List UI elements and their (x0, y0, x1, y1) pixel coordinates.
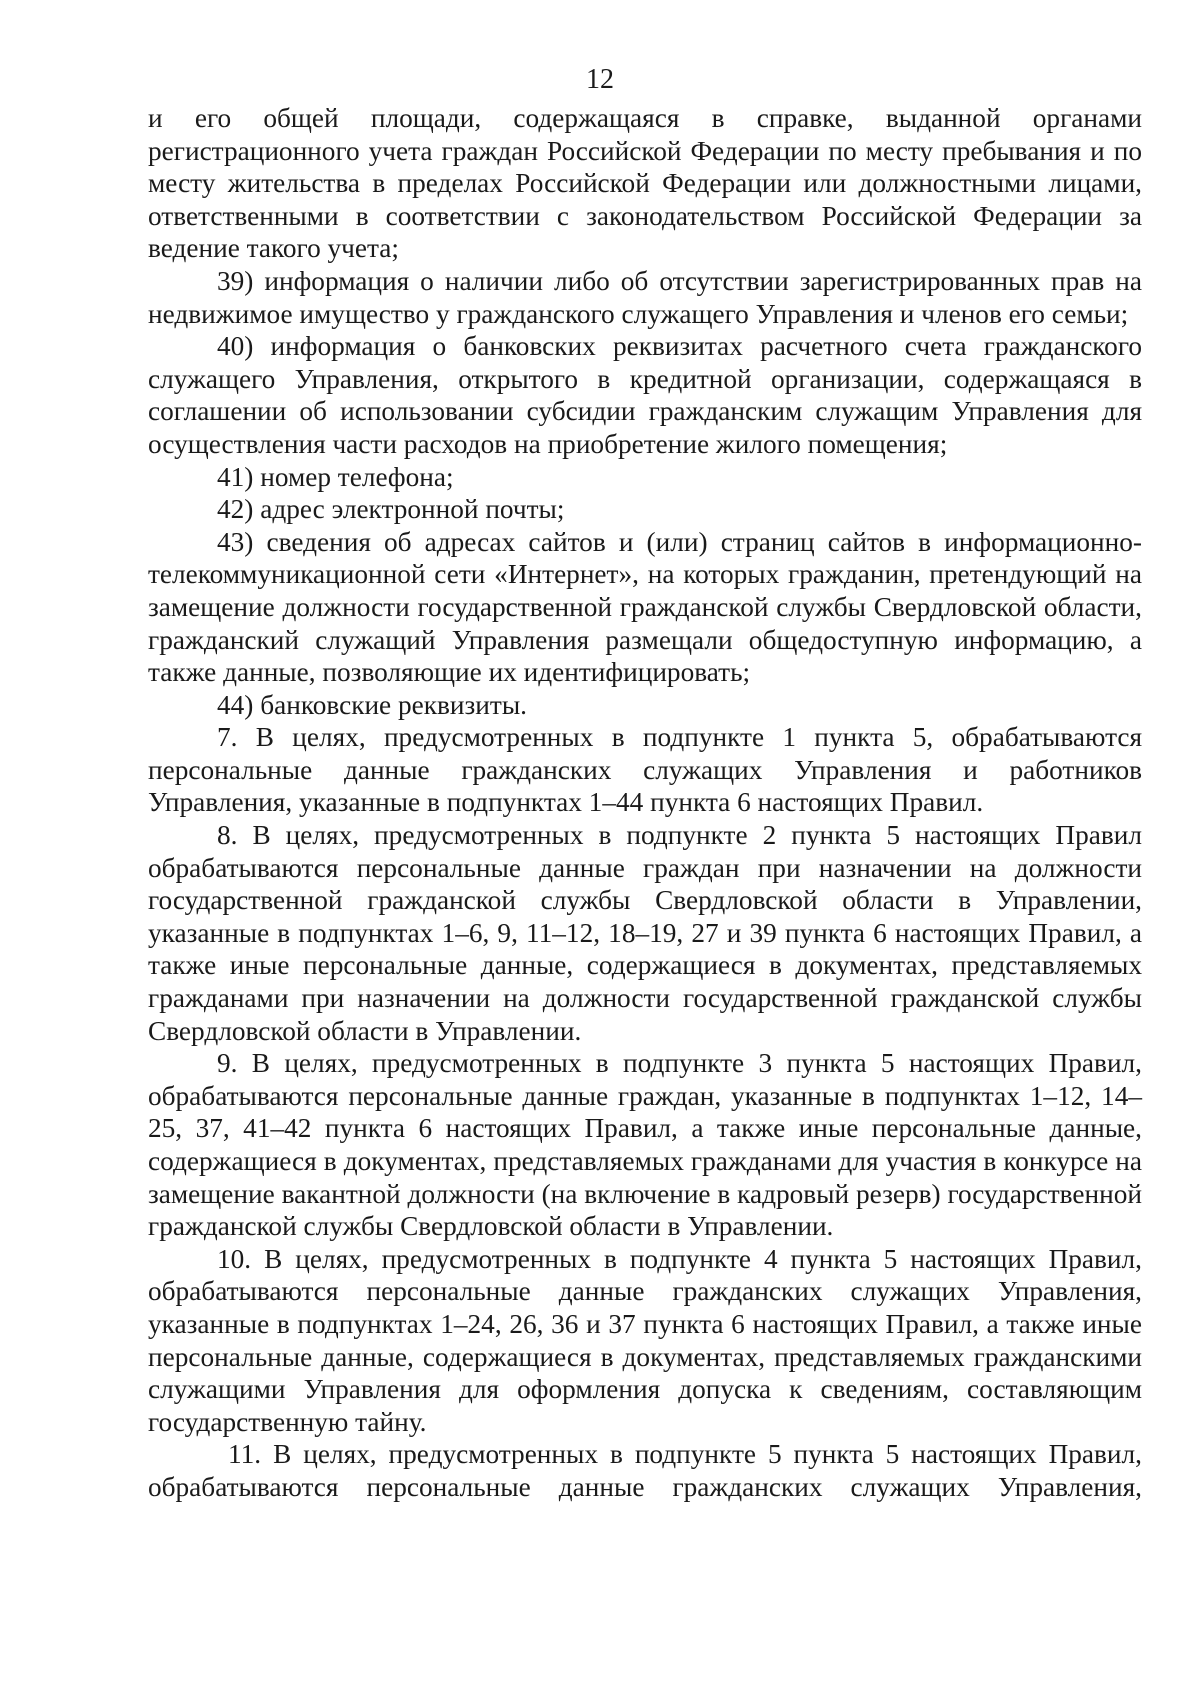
paragraph-item-40: 40) информация о банковских реквизитах расчетного счета гражданского служащего Управления, открытого в кредитной организации, содержащаяся в соглашении об использовании субсидии гражданским служащим Управления для осуществления части расходов на приобретение жилого помещения; (148, 331, 1142, 459)
paragraph-clause-7: 7. В целях, предусмотренных в подпункте 1 пункта 5, обрабатываются персональные данные гражданских служащих Управления и работников Управления, указанные в подпунктах 1–44 пункта 6 настоящих Правил. (148, 722, 1142, 818)
paragraph-clause-8: 8. В целях, предусмотренных в подпункте 2 пункта 5 настоящих Правил обрабатываются персональные данные граждан при назначении на должности государственной гражданской службы Свердловской области в Управлении, указанные в подпунктах 1–6, 9, 11–12, 18–19, 27 и 39 пункта 6 настоящих Правил, а также иные персональные данные, содержащиеся в документах, представляемых гражданами при назначении на должности государственной гражданской службы Свердловской области в Управлении. (148, 820, 1142, 1046)
paragraph-item-44: 44) банковские реквизиты. (217, 689, 528, 720)
paragraph-item-41: 41) номер телефона; (217, 461, 454, 492)
paragraph-item-39: 39) информация о наличии либо об отсутствии зарегистрированных прав на недвижимое имущество у гражданского служащего Управления и членов его семьи; (148, 265, 1142, 329)
paragraph-item-43: 43) сведения об адресах сайтов и (или) страниц сайтов в информационно-телекоммуникационной сети «Интернет», на которых гражданин, претендующий на замещение должности государственной гражданской службы Свердловской области, гражданский служащий Управления размещали общедоступную информацию, а также данные, позволяющие их идентифицировать; (148, 526, 1142, 688)
page-number: 12 (586, 64, 614, 95)
paragraph-clause-11: 11. В целях, предусмотренных в подпункте 5 пункта 5 настоящих Правил, обрабатываются персональные данные гражданских служащих Управления, (148, 1439, 1142, 1502)
document-body (148, 102, 1142, 1504)
paragraph-clause-10: 10. В целях, предусмотренных в подпункте 4 пункта 5 настоящих Правил, обрабатываются персональные данные гражданских служащих Управления, указанные в подпунктах 1–24, 26, 36 и 37 пункта 6 настоящих Правил, а также иные персональные данные, содержащиеся в документах, представляемых гражданскими служащими Управления для оформления допуска к сведениям, составляющим государственную тайну. (148, 1243, 1142, 1437)
paragraph-item-42: 42) адрес электронной почты; (217, 494, 565, 525)
paragraph-clause-9: 9. В целях, предусмотренных в подпункте 3 пункта 5 настоящих Правил, обрабатываются персональные данные граждан, указанные в подпунктах 1–12, 14–25, 37, 41–42 пункта 6 настоящих Правил, а также иные персональные данные, содержащиеся в документах, представляемых гражданами для участия в конкурсе на замещение вакантной должности (на включение в кадровый резерв) государственной гражданской службы Свердловской области в Управлении. (148, 1048, 1142, 1242)
paragraph-continuation: и его общей площади, содержащаяся в справке, выданной органами регистрационного учета граждан Российской Федерации по месту пребывания и по месту жительства в пределах Российской Федерации или должностными лицами, ответственными в соответствии с законодательством Российской Федерации за ведение такого учета; (148, 103, 1142, 264)
